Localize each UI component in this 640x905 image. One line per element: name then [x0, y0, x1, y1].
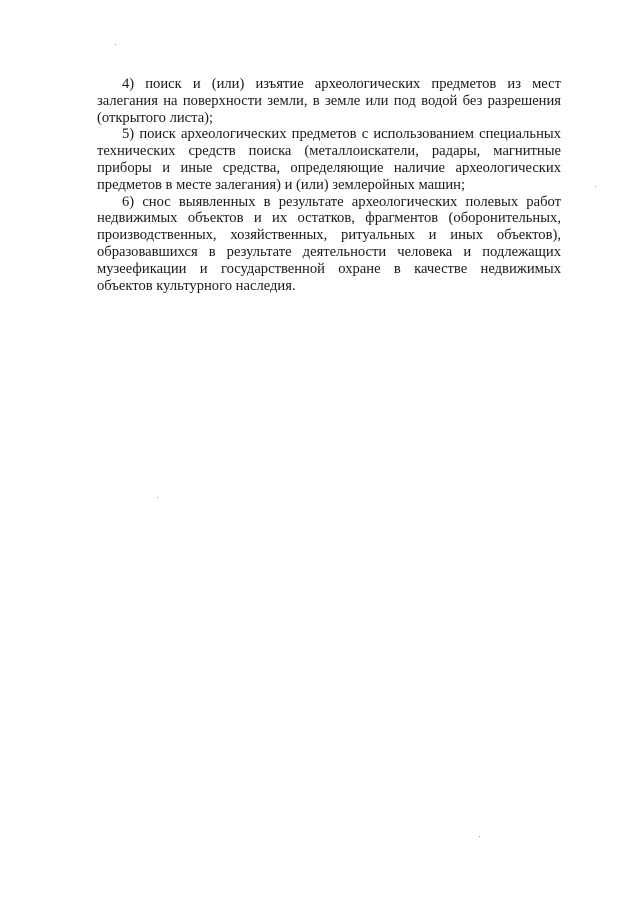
paragraph-item-4: 4) поиск и (или) изъятие археологических предметов из мест залегания на поверхности земли, в земле или под водой без разрешения (открытого листа);	[97, 76, 561, 126]
document-body	[97, 76, 561, 294]
scan-speck	[157, 497, 158, 498]
scan-speck	[595, 186, 596, 187]
scan-speck	[479, 836, 480, 837]
scan-speck	[115, 44, 116, 45]
paragraph-item-5: 5) поиск археологических предметов с использованием специальных технических средств поиска (металлоискатели, радары, магнитные приборы и иные средства, определяющие наличие археологических предметов в месте залегания) и (или) землеройных машин;	[97, 126, 561, 193]
paragraph-item-6: 6) снос выявленных в результате археологических полевых работ недвижимых объектов и их остатков, фрагментов (оборонительных, производственных, хозяйственных, ритуальных и иных объектов), образовавшихся в результате деятельности человека и подлежащих музеефикации и государственной охране в качестве недвижимых объектов культурного наследия.	[97, 193, 561, 294]
